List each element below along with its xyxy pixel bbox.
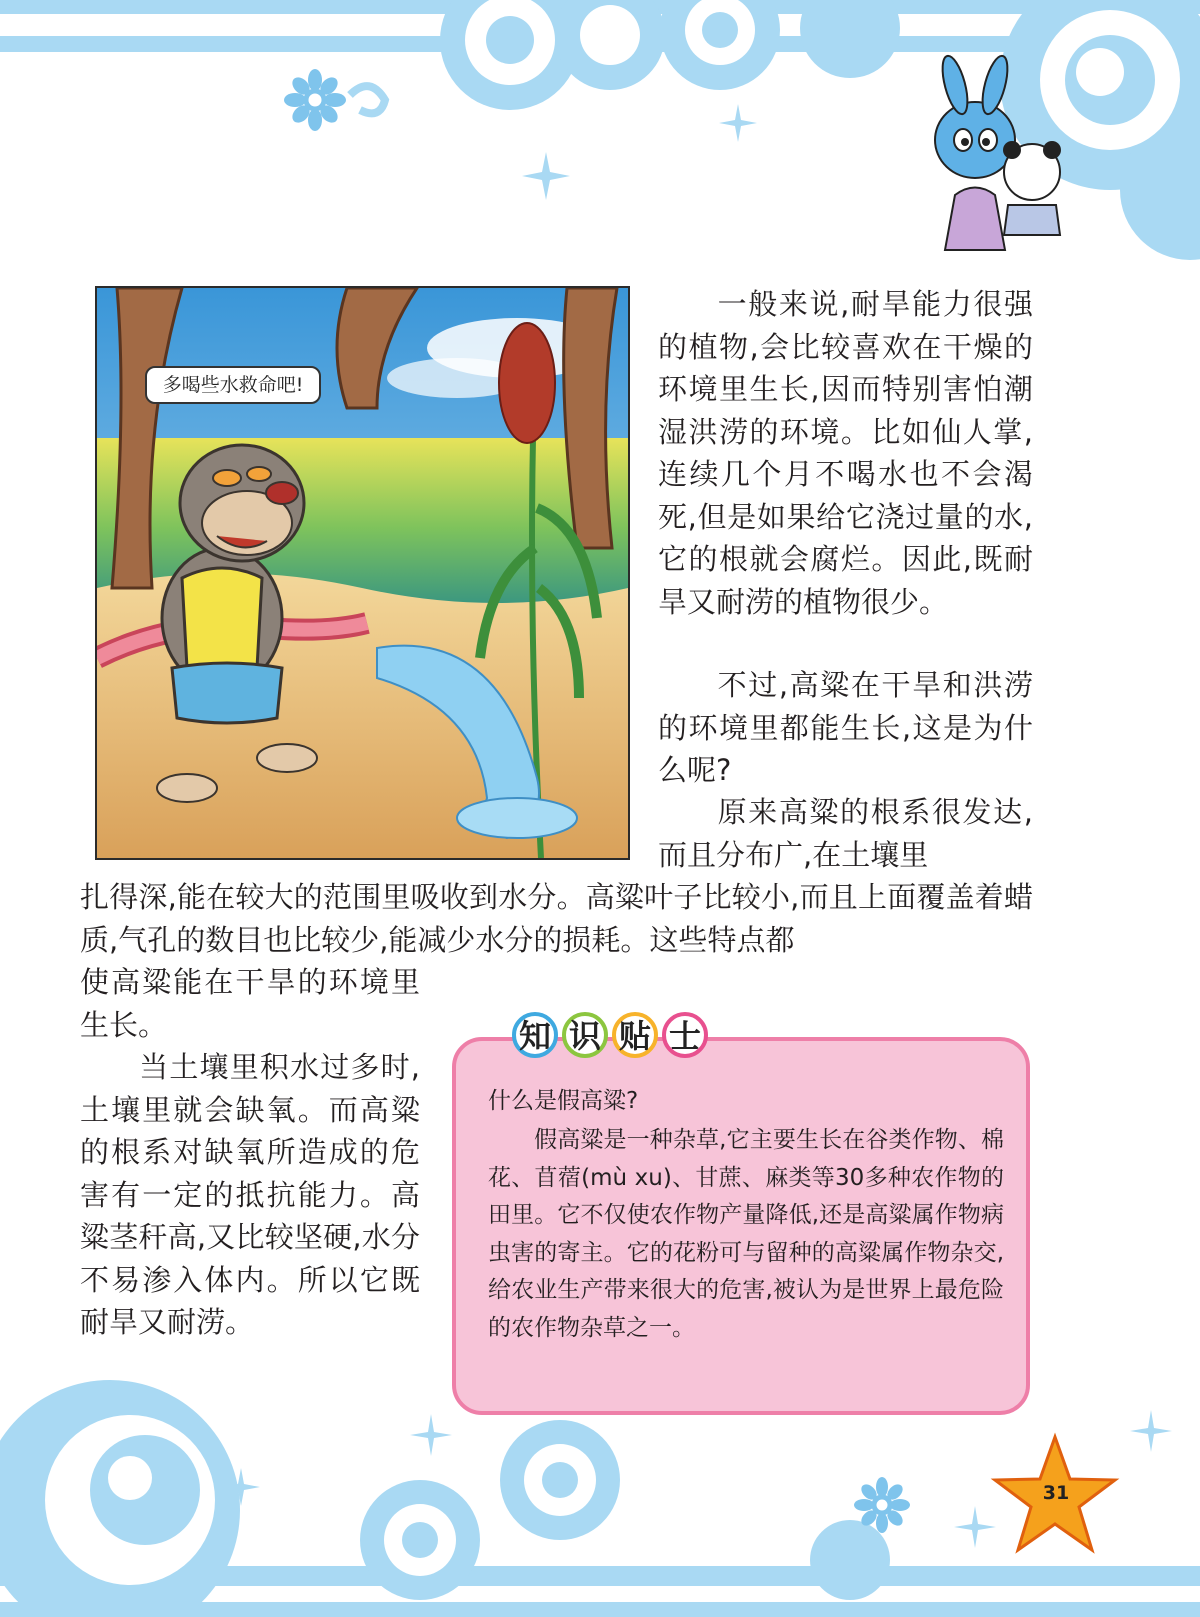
speech-bubble: 多喝些水救命吧! <box>145 366 321 404</box>
paragraph-root-system-end: 使高粱能在干旱的环境里生长。 <box>80 965 420 1042</box>
paragraph-root-system-middle: 扎得深,能在较大的范围里吸收到水分。高粱叶子比较小,而且上面覆盖着蜡质,气孔的数目也比较少,能减少水分的损耗。这些特点都 <box>80 880 1033 957</box>
paragraph-sorghum-question: 不过,高粱在干旱和洪涝的环境里都能生长,这是为什么呢? <box>658 668 1033 787</box>
tip-title-char: 贴 <box>612 1012 658 1058</box>
page-number: 31 <box>1042 1482 1070 1504</box>
tip-title-char: 识 <box>562 1012 608 1058</box>
paragraph-drought-tolerance: 一般来说,耐旱能力很强的植物,会比较喜欢在干燥的环境里生长,因而特别害怕潮湿洪涝的环境。比如仙人掌,连续几个月不喝水也不会渴死,但是如果给它浇过量的水,它的根就会腐烂。因此,既耐旱又耐涝的植物很少。 <box>658 287 1033 619</box>
tip-question: 什么是假高粱? <box>488 1088 639 1114</box>
tip-title-char: 知 <box>512 1012 558 1058</box>
knowledge-tip-title <box>512 1012 708 1058</box>
paragraph-waterlogging: 当土壤里积水过多时,土壤里就会缺氧。而高粱的根系对缺氧所造成的危害有一定的抵抗能力。高粱茎秆高,又比较坚硬,水分不易渗入体内。所以它既耐旱又耐涝。 <box>80 1050 420 1339</box>
flower-icon <box>284 69 346 131</box>
tip-title-char: 士 <box>662 1012 708 1058</box>
tip-answer: 假高粱是一种杂草,它主要生长在谷类作物、棉花、苜蓿(mù xu)、甘蔗、麻类等30多种农作物的田里。它不仅使农作物产量降低,还是高粱属作物病虫害的寄主。它的花粉可与留种的高粱属作物杂交,给农业生产带来很大的危害,被认为是世界上最危险的农作物杂草之一。 <box>488 1127 1004 1341</box>
paragraph-root-system-start: 原来高粱的根系很发达,而且分布广,在土壤里 <box>658 795 1033 872</box>
comic-illustration <box>95 286 630 860</box>
